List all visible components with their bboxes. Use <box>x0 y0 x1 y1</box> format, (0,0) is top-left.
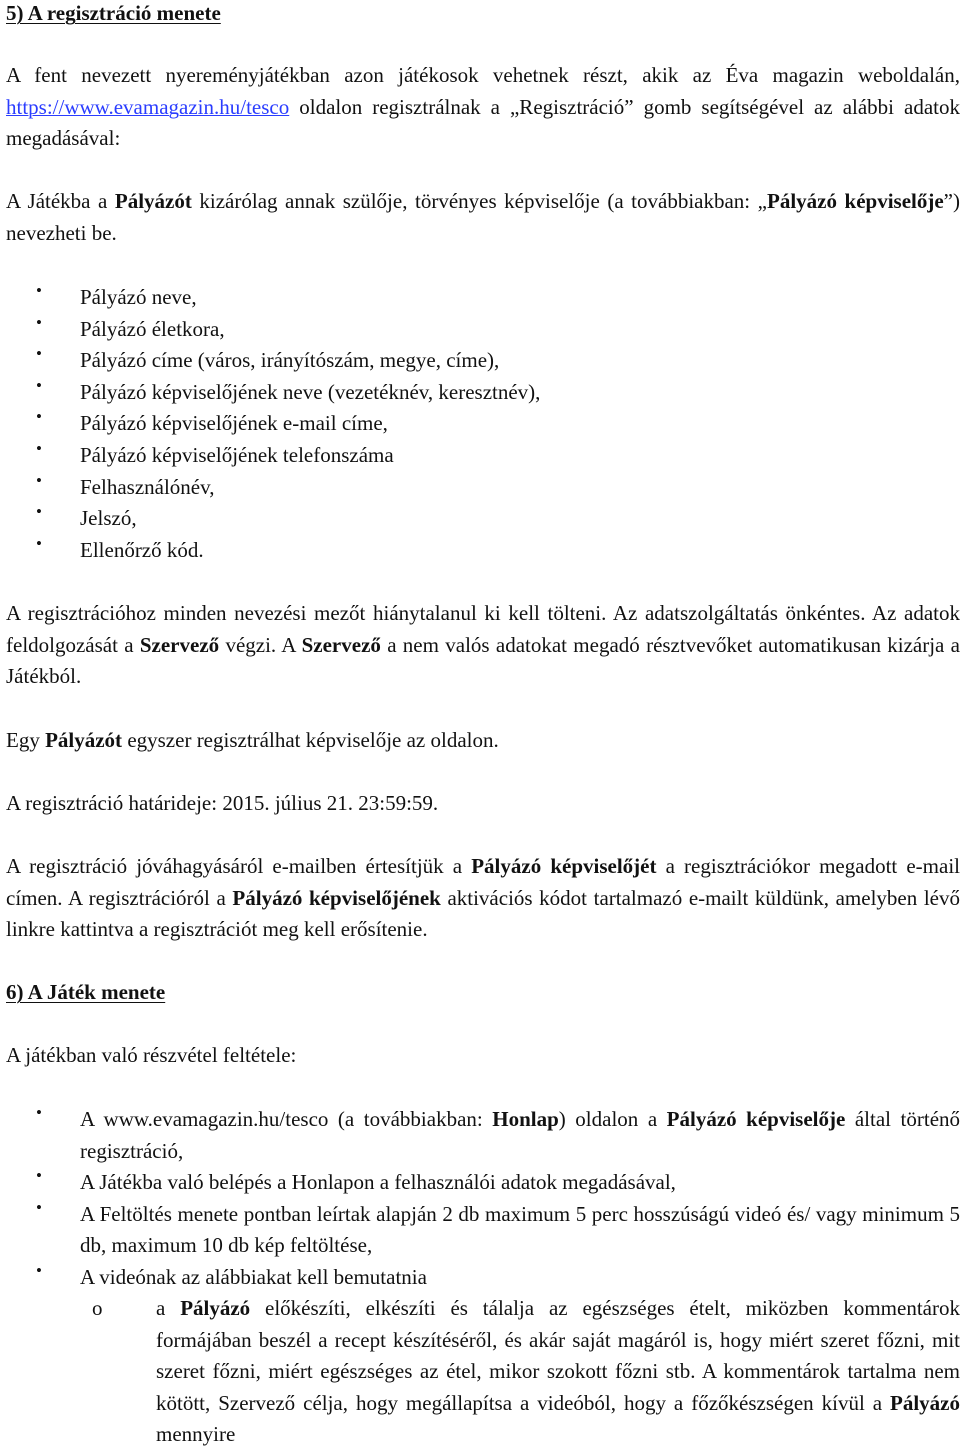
registration-fields-list <box>0 282 960 566</box>
condition-paragraph <box>6 1040 960 1072</box>
bullet-icon: • <box>36 281 42 300</box>
list-item <box>0 1293 960 1451</box>
list-item-text: Pályázó életkora, <box>80 316 225 341</box>
item1-text-1: A www.evamagazin.hu/tesco (a továbbiakban: <box>80 1107 493 1131</box>
once-paragraph <box>6 725 960 757</box>
list-item <box>0 440 960 472</box>
list-item-text: Ellenőrző kód. <box>80 537 204 562</box>
list-item <box>0 1167 960 1199</box>
confirm-text-3: aktivációs kódot tartalmazó e-mailt küldünk, amelyben lévő linkre kattintva a regisztrációt meg kell erősítenie. <box>6 885 960 941</box>
bullet-icon: • <box>36 438 42 458</box>
once-bold-applicant: Pályázót <box>45 728 123 752</box>
participation-conditions-list <box>0 1104 960 1294</box>
bullet-icon: • <box>36 407 42 427</box>
list-item-text: Pályázó címe (város, irányítószám, megye, címe), <box>80 348 500 373</box>
item1-text-3: által történő regisztráció, <box>80 1107 960 1163</box>
bullet-icon: • <box>36 1260 42 1280</box>
intro-text-end: oldalon regisztrálnak a „Regisztráció” gomb segítségével az alábbi adatok megadásával: <box>6 94 960 150</box>
rep-text-3: ”) nevezheti be. <box>6 189 960 245</box>
list-item <box>0 535 960 567</box>
section-6-heading-block <box>6 977 960 1009</box>
registration-link[interactable]: https://www.evamagazin.hu/tesco <box>6 94 290 119</box>
list-item-text: Jelszó, <box>80 506 137 531</box>
sub1-text-3: mennyire <box>156 1422 236 1447</box>
confirm-bold-representative-2: Pályázó képviselőjének <box>232 885 441 910</box>
list-item-text: A Játékba való belépés a Honlapon a felhasználói adatok megadásával, <box>80 1170 676 1195</box>
confirm-text-2: a regisztrációkor megadott e-mail címen. A regisztrációról a <box>6 854 960 910</box>
confirm-text-1: A regisztráció jóváhagyásáról e-mailben értesítjük a <box>6 854 472 878</box>
bullet-icon: • <box>36 344 42 364</box>
section-5-heading: 5) A regisztráció menete <box>6 1 221 25</box>
section-6-heading: 6) A Játék menete <box>6 980 166 1004</box>
circle-bullet-icon: o <box>92 1296 103 1320</box>
once-text-1: Egy <box>6 728 46 752</box>
intro-text-start: A fent nevezett nyereményjátékban azon játékosok vehetnek részt, akik az Éva magazin weboldalán, <box>6 63 960 87</box>
list-item-text: Pályázó képviselőjének e-mail címe, <box>80 411 388 436</box>
bullet-icon: • <box>36 375 42 395</box>
bullet-icon: • <box>36 312 42 332</box>
list-item-text <box>80 1104 960 1167</box>
list-item <box>0 377 960 409</box>
confirmation-paragraph <box>6 851 960 946</box>
sub1-text-1: a <box>156 1296 181 1320</box>
mandatory-paragraph <box>6 598 960 693</box>
list-item-text: Pályázó képviselőjének neve (vezetéknév, keresztnév), <box>80 379 541 404</box>
bullet-icon: • <box>36 1197 42 1217</box>
list-item <box>0 1104 960 1167</box>
list-item <box>0 282 960 314</box>
item1-text-2: ) oldalon a <box>558 1107 667 1131</box>
list-item-text: A Feltöltés menete pontban leírtak alapján 2 db maximum 5 perc hosszúságú videó és/ vagy minimum 5 db, maximum 10 db kép feltöltése, <box>80 1201 960 1258</box>
mandatory-text-2: végzi. A <box>219 632 302 657</box>
sub1-bold-applicant: Pályázó <box>180 1296 251 1320</box>
list-item <box>0 1199 960 1262</box>
list-item <box>0 408 960 440</box>
mandatory-text-3: a nem valós adatokat megadó résztvevőket automatikusan kizárja a Játékból. <box>6 632 960 688</box>
intro-paragraph <box>6 60 960 155</box>
list-item-text: Pályázó neve, <box>80 285 197 309</box>
video-requirements-list <box>0 1293 960 1451</box>
sub1-bold-applicant-2: Pályázó <box>890 1390 960 1415</box>
confirm-bold-representative: Pályázó képviselőjét <box>471 854 657 878</box>
list-item-text: Pályázó képviselőjének telefonszáma <box>80 442 394 467</box>
list-item-text: Felhasználónév, <box>80 474 215 499</box>
condition-text: A játékban való részvétel feltétele: <box>6 1043 297 1067</box>
list-item-text: A videónak az alábbiakat kell bemutatnia <box>80 1264 427 1289</box>
list-item <box>0 314 960 346</box>
bullet-icon: • <box>36 533 42 553</box>
once-text-2: egyszer regisztrálhat képviselője az oldalon. <box>122 728 499 752</box>
list-item <box>0 503 960 535</box>
section-5-heading-block <box>6 0 960 30</box>
rep-text-2: kizárólag annak szülője, törvényes képviselője (a továbbiakban: „ <box>191 189 767 213</box>
bullet-icon: • <box>36 502 42 522</box>
sub1-text-2: előkészíti, elkészíti és tálalja az egészséges ételt, miközben kommentárok formájában beszél a recept készítéséről, és akár saját magáról is, hogy miért szeret főzni, mit szeret főzni, miért egészséges az étel, mikor szokott főzni stb. A kommentárok tartalma nem kötött, Szervező célja, hogy megállapítsa a videóból, hogy a főzőkészségen kívül a <box>156 1296 960 1415</box>
mandatory-text-1: A regisztrációhoz minden nevezési mezőt hiánytalanul ki kell tölteni. Az adatszolgáltatás önkéntes. Az adatok feldolgozását a <box>6 601 960 657</box>
rep-text-1: A Játékba a <box>6 189 115 213</box>
bullet-icon: • <box>36 1166 42 1186</box>
rep-bold-applicant: Pályázót <box>114 189 192 213</box>
mandatory-bold-organizer: Szervező <box>139 632 220 657</box>
item1-bold-representative: Pályázó képviselője <box>666 1107 846 1131</box>
deadline-text: A regisztráció határideje: 2015. július 21. 23:59:59. <box>6 791 439 815</box>
list-item <box>0 345 960 377</box>
item1-bold-website: Honlap <box>492 1107 559 1131</box>
bullet-icon: • <box>36 470 42 490</box>
list-item <box>0 1262 960 1294</box>
rep-bold-representative: Pályázó képviselője <box>767 189 944 213</box>
representative-paragraph <box>6 186 960 249</box>
deadline-paragraph <box>6 788 960 820</box>
list-item <box>0 472 960 504</box>
mandatory-bold-organizer-2: Szervező <box>301 632 381 657</box>
bullet-icon: • <box>36 1103 42 1122</box>
